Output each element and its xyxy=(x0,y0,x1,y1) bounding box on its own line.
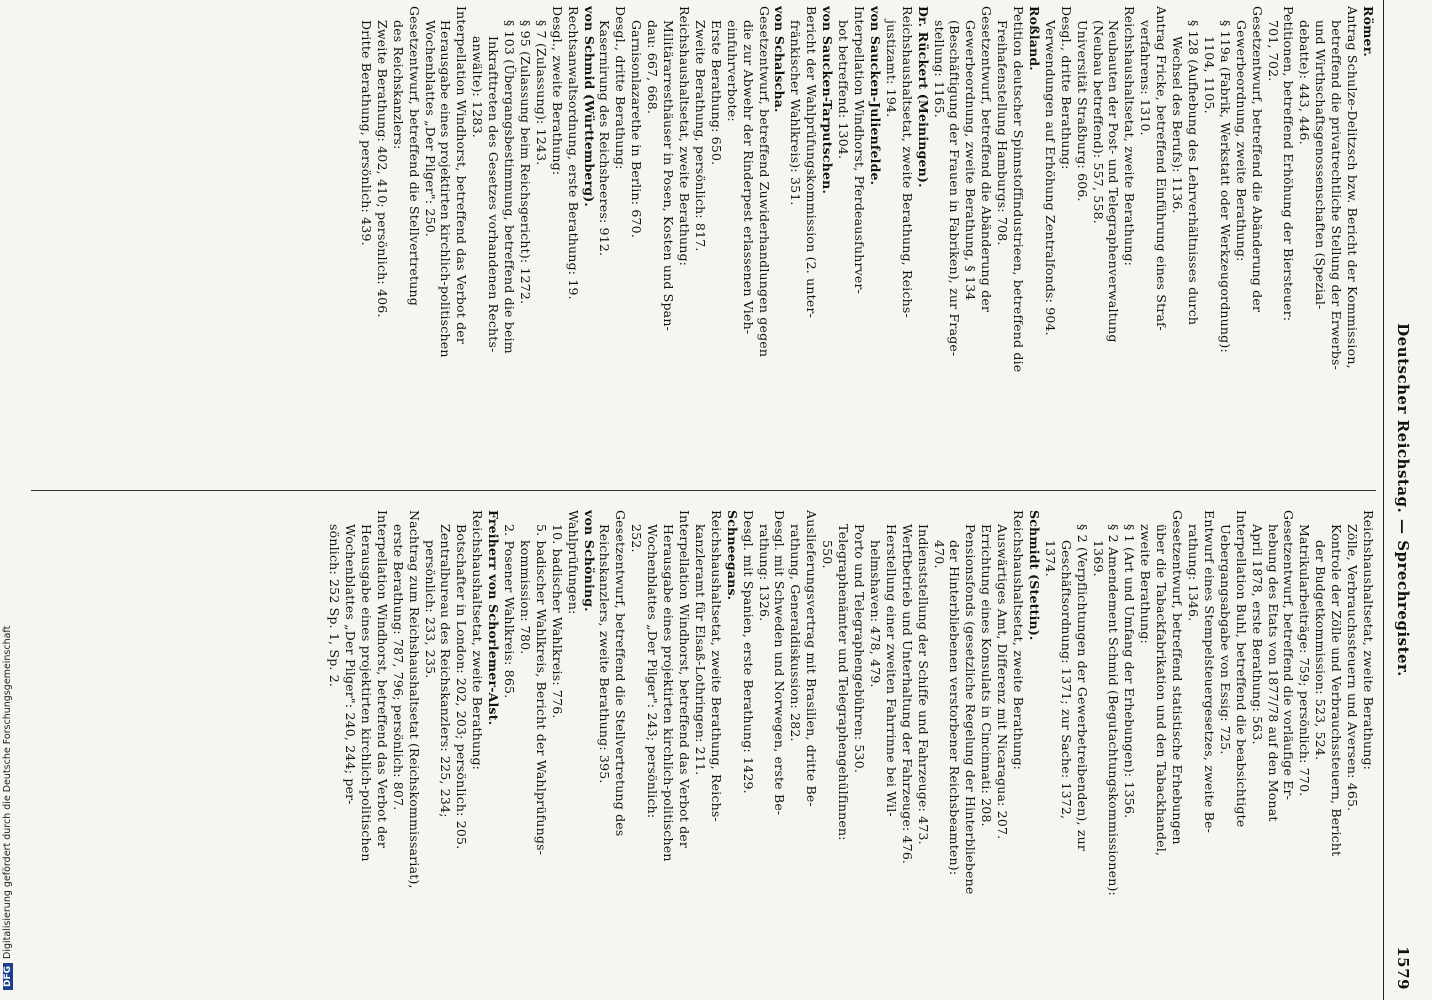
register-entry: Zweite Berathung: 402, 410; persönlich: 406. xyxy=(374,20,390,318)
register-entry: Herausgabe eines projektirten kirchlich-politischen xyxy=(358,524,374,862)
register-entry: Reichshaushaltsetat, zweite Berathung, Reichs- xyxy=(899,6,915,318)
register-entry: Gesetzentwurf, betreffend Zuwiderhandlungen gegen xyxy=(756,6,772,358)
speaker-heading: Dr. Rückert (Meiningen). xyxy=(915,6,931,188)
register-entry: anwälte): 1283. xyxy=(470,36,486,138)
register-entry: dau: 667, 668. xyxy=(645,20,661,115)
header-rule xyxy=(1383,0,1384,1000)
page-number: 1579 xyxy=(1394,946,1412,990)
register-entry: Gesetzentwurf, betreffend die vorläufige Er- xyxy=(1281,510,1297,801)
register-entry: Interpellation Windhorst, betreffend das Verbot der xyxy=(374,510,390,849)
register-entry: (Beschäftigung der Frauen in Fabriken), zur Frage- xyxy=(947,20,963,357)
right-column xyxy=(326,510,1376,988)
register-entry: einfuhrverbote: xyxy=(724,20,740,122)
register-entry: 1104, 1105. xyxy=(1201,36,1217,114)
register-entry: Auswärtiges Amt, Differenz mit Nicaragua: 207. xyxy=(995,524,1011,840)
register-entry: Universität Straßburg: 606. xyxy=(1074,20,1090,202)
register-entry: § 128 (Aufhebung des Lehrverhältnisses durch xyxy=(1186,20,1202,326)
register-entry: 550. xyxy=(820,540,836,569)
register-entry: 5. badischer Wahlkreis, Bericht der Wahlprüfungs- xyxy=(533,524,549,856)
speaker-heading: Schmidt (Stettin). xyxy=(1026,510,1042,641)
register-entry: Erste Berathung: 650. xyxy=(708,20,724,166)
digitization-footer xyxy=(0,0,16,1000)
register-entry: § 119a (Fabrik, Werkstatt oder Werkzeugordnung): xyxy=(1217,20,1233,353)
register-entry: über die Tabackfabrikation und den Tabackhandel, xyxy=(1154,524,1170,857)
register-entry: Indienststellung der Schiffe und Fahrzeuge: 473. xyxy=(915,524,931,845)
register-entry: 252. xyxy=(629,524,645,553)
running-header xyxy=(1386,0,1412,1000)
register-entry: Reichshaushaltsetat, zweite Berathung: xyxy=(470,510,486,771)
register-entry: Zentralbureau des Reichskanzlers: 225, 234; xyxy=(438,524,454,818)
register-entry: 10. badischer Wahlkreis: 776. xyxy=(549,524,565,719)
register-entry: § 1 (Art und Umfang der Erhebungen): 1356. xyxy=(1122,524,1138,819)
register-entry: Gewerbeordnung, zweite Berathung: xyxy=(1233,20,1249,262)
register-entry: Interpellation Buhl, betreffend die beabsichtigte xyxy=(1233,510,1249,828)
register-entry: Interpellation Windhorst, betreffend das Verbot der xyxy=(454,6,470,345)
register-entry: die zur Abwehr der Rinderpest erlassenen Vieh- xyxy=(740,20,756,335)
register-entry: Reichshaushaltsetat, zweite Berathung: xyxy=(677,6,693,267)
register-entry: debatte): 443, 446. xyxy=(1297,20,1313,145)
speaker-heading: von Schalscha. xyxy=(772,6,788,113)
register-entry: kanzleramt für Elsaß-Lothringen: 211. xyxy=(692,524,708,776)
register-entry: Telegraphenämter und Telegraphengehülfinnen: xyxy=(836,524,852,841)
register-entry: § 2 Amendement Schmid (Begutachtungskommissionen): xyxy=(1106,524,1122,896)
register-entry: Botschafter in London: 202, 203; persönlich: 205. xyxy=(454,524,470,850)
register-entry: Desgl., dritte Berathung: xyxy=(613,6,629,170)
register-entry: 1374. xyxy=(1042,540,1058,577)
register-entry: Zölle, Verbrauchssteuern und Aversen: 465. xyxy=(1345,524,1361,812)
register-entry: Nachtrag zum Reichshaushaltsetat (Reichskommissariat), xyxy=(406,510,422,889)
register-entry: April 1878, erste Berathung: 563. xyxy=(1249,524,1265,745)
register-entry: Entwurf eines Stempelsteuergesetzes, zweite Be- xyxy=(1201,510,1217,834)
register-entry: bot betreffend: 1304. xyxy=(836,20,852,160)
register-entry: Desgl., zweite Berathung: xyxy=(549,6,565,176)
register-entry: Dritte Berathung, persönlich: 439. xyxy=(358,20,374,246)
register-entry: Reichshaushaltsetat, zweite Berathung: xyxy=(1361,510,1376,771)
register-entry: Wochenblattes „Der Pilger": 240, 244; per- xyxy=(343,524,358,805)
register-entry: Garnisonlazarethe in Berlin: 670. xyxy=(629,20,645,239)
register-entry: Gesetzentwurf, betreffend die Stellvertretung des xyxy=(613,510,629,837)
speaker-heading: von Saucken-Julienfelde. xyxy=(867,6,883,186)
register-entry: Pensionsfonds (gesetzliche Regelung der Hinterbliebene xyxy=(963,524,979,895)
register-entry: Gewerbeordnung, zweite Berathung, § 134 xyxy=(963,20,979,301)
register-entry: der Hinterbliebenen verstorbener Reichsbeamten): xyxy=(947,540,963,876)
register-entry: Gesetzentwurf, betreffend die Abänderung der xyxy=(1249,6,1265,313)
register-entry: Bericht der Wahlprüfungskommission (2. unter- xyxy=(804,6,820,319)
register-entry: und Wirthschaftsgenossenschaften (Spezial- xyxy=(1313,20,1329,310)
register-entry: persönlich: 233, 235. xyxy=(422,540,438,679)
register-entry: Interpellation Windhorst, Pferdeausfuhrver- xyxy=(852,6,867,295)
register-entry: stellung: 1165. xyxy=(931,20,947,118)
register-entry: Desgl. mit Spanien, erste Berathung: 1429. xyxy=(740,510,756,794)
column-divider xyxy=(31,490,1376,491)
register-entry: Reichshaushaltsetat, zweite Berathung: xyxy=(1122,6,1138,267)
register-entry: § 7 (Zulassung): 1243. xyxy=(533,20,549,166)
rotated-page-content xyxy=(16,0,1416,1000)
register-entry: 701, 702. xyxy=(1265,20,1281,82)
register-entry: 2. Posener Wahlkreis: 865. xyxy=(502,524,518,699)
register-entry: Herausgabe eines projektirten kirchlich-politischen xyxy=(661,524,677,862)
register-entry: Geschäftsordnung: 1371; zur Sache: 1372, xyxy=(1058,540,1074,820)
register-entry: Freihafenstellung Hamburgs: 708. xyxy=(995,20,1011,246)
register-entry: sönlich: 252 Sp. 1, Sp. 2. xyxy=(327,524,343,688)
register-entry: Errichtung eines Konsulats in Cincinnati: 208. xyxy=(979,524,995,827)
register-entry: der Budgetkommission: 523, 524. xyxy=(1313,540,1329,761)
register-entry: (Neubau betreffend): 557, 558. xyxy=(1090,20,1106,224)
register-entry: Wechsel des Berufs): 1136. xyxy=(1170,36,1186,214)
register-entry: 470. xyxy=(931,540,947,569)
register-entry: zweite Berathung: xyxy=(1138,524,1154,644)
register-entry: Desgl., dritte Berathung: xyxy=(1058,6,1074,170)
register-entry: Neubauten der Post- und Telegraphenverwaltung xyxy=(1106,20,1122,343)
speaker-heading: Roßland. xyxy=(1026,6,1042,71)
register-entry: Herstellung einer zweiten Fahrrinne bei Wil- xyxy=(883,524,899,817)
register-entry: Petition deutscher Spinnstoffindustrieen, betreffend die xyxy=(1011,6,1027,373)
register-entry: Matrikularbeiträge: 759; persönlich: 770. xyxy=(1297,524,1313,797)
register-entry: Desgl. mit Schweden und Norwegen, erste Be- xyxy=(772,510,788,816)
page-title: Deutscher Reichstag. — Sprechregister. xyxy=(1394,323,1412,677)
register-entry: Gesetzentwurf, betreffend die Abänderung der xyxy=(979,6,995,313)
register-entry: Gesetzentwurf, betreffend statistische Erhebungen xyxy=(1170,510,1186,845)
register-entry: erste Berathung: 787, 796; persönlich: 807. xyxy=(390,524,406,811)
register-entry: helmshaven: 478, 479. xyxy=(867,540,883,688)
speaker-heading: Römer. xyxy=(1361,6,1376,57)
register-entry: Wochenblattes „Der Pilger": 243; persönlich: xyxy=(645,524,661,819)
register-entry: Uebergangsabgabe von Essig: 725. xyxy=(1217,524,1233,755)
register-entry: Antrag Schulze-Delitzsch bzw. Bericht der Kommission, xyxy=(1345,6,1361,369)
speaker-heading: Freiherr von Schorlemer-Alst. xyxy=(486,510,502,726)
register-entry: Gesetzentwurf, betreffend die Stellvertretung xyxy=(406,6,422,306)
speaker-heading: Schneegans. xyxy=(724,510,740,601)
register-entry: des Reichskanzlers: xyxy=(390,20,406,150)
register-entry: Reichshaushaltsetat, zweite Berathung: xyxy=(1011,510,1027,771)
register-entry: Kasernirung des Reichsheeres: 912. xyxy=(597,20,613,257)
register-entry: fränkischer Wahlkreis): 351. xyxy=(788,20,804,206)
register-entry: Reichskanzlers, zweite Berathung: 395. xyxy=(597,524,613,784)
register-entry: Wahlprüfungen: xyxy=(565,510,581,615)
register-entry: Kontrole der Zölle und Verbrauchssteuern, Bericht xyxy=(1329,524,1345,857)
register-entry: Zweite Berathung, persönlich: 817. xyxy=(692,20,708,252)
register-entry: § 2 (Verpflichtungen der Gewerbetreibenden), zur xyxy=(1074,524,1090,852)
register-entry: rathung: 1346. xyxy=(1186,524,1202,622)
register-entry: § 95 (Zulassung beim Reichsgericht): 1272. xyxy=(517,20,533,305)
register-entry: Antrag Fricke, betreffend Einführung eines Straf- xyxy=(1154,6,1170,331)
register-entry: Reichshaushaltsetat, zweite Berathung, Reichs- xyxy=(708,510,724,822)
register-entry: Militärarresthäuser in Posen, Kosten und Span- xyxy=(661,20,677,332)
register-entry: justizamt: 194. xyxy=(883,20,899,118)
register-entry: rathung: 1326. xyxy=(756,524,772,622)
register-entry: Inkrafttreten des Gesetzes vorhandenen Rechts- xyxy=(486,36,502,353)
left-column xyxy=(358,6,1376,484)
register-entry: Porto und Telegraphengebühren: 530. xyxy=(852,524,867,774)
register-entry: kommission: 780. xyxy=(517,540,533,655)
register-entry: hebung des Etats von 1877/78 auf den Monat xyxy=(1265,524,1281,822)
register-entry: 1369. xyxy=(1090,540,1106,577)
register-entry: Auslieferungsvertrag mit Brasilien, dritte Be- xyxy=(804,510,820,807)
register-entry: rathung, Generaldiskussion: 282. xyxy=(788,524,804,742)
register-entry: Verwendungen auf Erhöhung Zentralfonds: 904. xyxy=(1042,20,1058,336)
dfg-logo: DFG xyxy=(3,963,13,990)
speaker-heading: von Schmid (Württemberg). xyxy=(581,6,597,207)
register-entry: § 103 (Übergangsbestimmung, betreffend die beim xyxy=(502,20,518,354)
register-entry: Rechtsanwaltsordnung, erste Berathung: 19. xyxy=(565,6,581,300)
register-entry: Wochenblattes „Der Pilger": 250. xyxy=(422,20,438,238)
register-entry: verfahrens: 1310. xyxy=(1138,20,1154,136)
speaker-heading: von Schöning. xyxy=(581,510,597,612)
register-entry: Petitionen, betreffend Erhöhung der Biersteuer: xyxy=(1281,6,1297,322)
register-entry: Werftbetrieb und Unterhaltung der Fahrzeuge: 476. xyxy=(899,524,915,865)
register-entry: Interpellation Windhorst, betreffend das Verbot der xyxy=(677,510,693,849)
register-entry: betreffend die privatrechtliche Stellung der Erwerbs- xyxy=(1329,20,1345,371)
register-entry: Herausgabe eines projektirten kirchlich-politischen xyxy=(438,20,454,358)
footer-text: Digitalisierung gefördert durch die Deutsche Forschungsgemeinschaft xyxy=(2,625,13,959)
speaker-heading: von Saucken-Tarputschen. xyxy=(820,6,836,195)
